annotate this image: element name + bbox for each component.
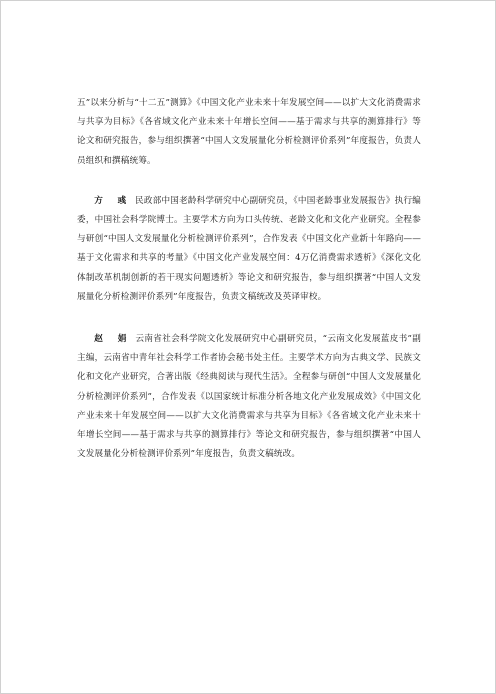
author-bio-text: 云南省社会科学院文化发展研究中心副研究员，“云南文化发展蓝皮书”副主编，云南省中青年社会科学工作者协会秘书处主任。主要学术方向为古典文学、民族文化和文化产业研究，合著出版《经典阅读与现代生活》。全程参与研创“中国人文发展量化分析检测评价系列”，合作发表《以国家统计标准分析各地文化产业发展成效》《中国文化产业未来十年发展空间——以扩大文化消费需求与共享为目标》《各省域文化产业未来十年增长空间——基于需求与共享的测算排行》等论文和研究报告，参与组织撰著“中国人文发展量化分析检测评价系列”年度报告，负责文稿统改。 <box>77 334 421 460</box>
paragraph-spacer <box>77 307 421 330</box>
author-name: 方 彧 <box>94 195 130 206</box>
paragraph-spacer <box>77 171 421 192</box>
page-body <box>77 94 421 464</box>
continuation-paragraph: 五”以来分析与“十二五”测算》《中国文化产业未来十年发展空间——以扩大文化消费需求与共享为目标》《各省域文化产业未来十年增长空间——基于需求与共享的测算排行》等论文和研究报告，参与组织撰著“中国人文发展量化分析检测评价系列”年度报告，负责人员组织和撰稿统筹。 <box>77 98 421 166</box>
author-bio-zhao-juan <box>77 330 421 464</box>
author-bio-fang-yu <box>77 192 421 307</box>
author-bio-text: 民政部中国老龄科学研究中心副研究员，《中国老龄事业发展报告》执行编委，中国社会科学院博士。主要学术方向为口头传统、老龄文化和文化产业研究。全程参与研创“中国人文发展量化分析检测评价系列”，合作发表《中国文化产业新十年路向——基于文化需求和共享的考量》《中国文化产业发展空间：4万亿消费需求透析》《深化文化体制改革机制创新的若干现实问题透析》等论文和研究报告，参与组织撰著“中国人文发展量化分析检测评价系列”年度报告，负责文稿统改及英译审校。 <box>77 195 421 302</box>
author-name: 赵 娟 <box>94 334 130 345</box>
